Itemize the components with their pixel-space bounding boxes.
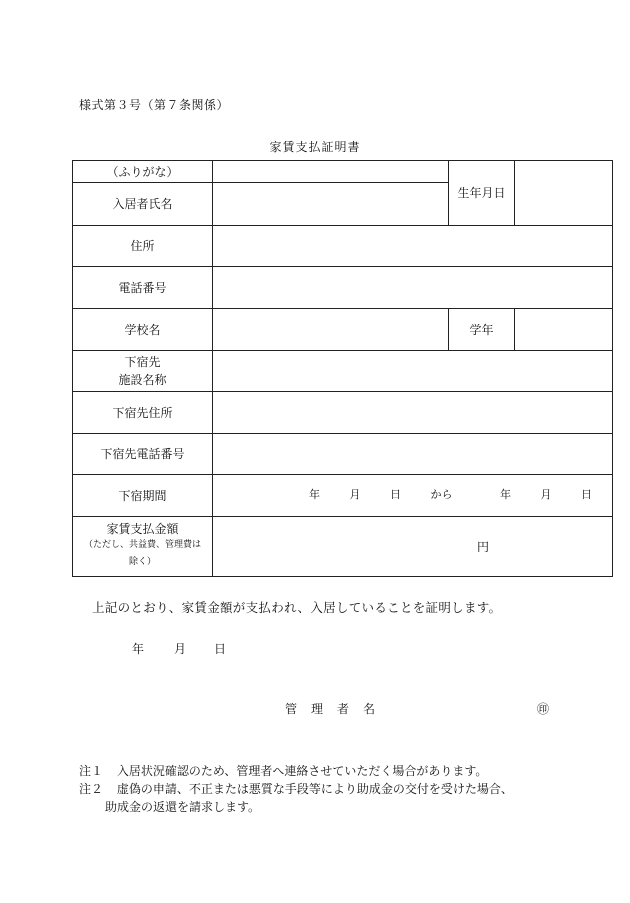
manager-char-3: 者 [337, 702, 350, 716]
period-month-start: 月 [349, 488, 361, 502]
rent-label-note-line1: （ただし、共益費、管理費は [83, 540, 201, 551]
rent-label-note-line2: 除く） [128, 557, 156, 568]
yen-unit: 円 [477, 539, 490, 554]
manager-char-2: 理 [311, 702, 324, 716]
note-1 [79, 762, 487, 780]
lodging-period-field[interactable] [213, 475, 613, 517]
birthdate-label: 生年月日 [449, 161, 515, 226]
phone-field[interactable] [213, 267, 613, 309]
date-day: 日 [214, 642, 227, 656]
period-month-end: 月 [540, 488, 552, 502]
form-number: 様式第３号（第７条関係） [79, 98, 230, 112]
note-2-continued [105, 798, 260, 816]
period-year-start: 年 [309, 488, 320, 502]
certificate-table [72, 160, 613, 577]
rent-label [73, 517, 213, 577]
lodging-name-label [73, 351, 213, 392]
address-label: 住所 [73, 226, 213, 267]
document-title: 家賃支払証明書 [269, 140, 361, 154]
furigana-label: （ふりがな） [73, 161, 213, 183]
date-year: 年 [132, 642, 145, 656]
date-month: 月 [174, 642, 187, 656]
lodging-name-field[interactable] [213, 351, 613, 392]
rent-label-title: 家賃支払金額 [106, 521, 179, 536]
lodging-name-label-line1: 下宿先 [124, 355, 161, 369]
period-from: から [430, 488, 453, 502]
period-day-start: 日 [390, 488, 401, 502]
lodging-period-label: 下宿期間 [73, 475, 213, 517]
birthdate-field[interactable] [515, 161, 613, 226]
resident-name-label: 入居者氏名 [73, 183, 213, 226]
note-2-label: 注２ [79, 782, 104, 796]
period-year-end: 年 [500, 488, 511, 502]
lodging-address-label: 下宿先住所 [73, 392, 213, 434]
seal-mark: ㊞ [537, 702, 550, 716]
lodging-phone-label: 下宿先電話番号 [73, 434, 213, 475]
certification-statement: 上記のとおり、家賃金額が支払われ、入居していることを証明します。 [92, 600, 502, 615]
lodging-address-field[interactable] [213, 392, 613, 434]
note-2-text-line1: 虚偽の申請、不正または悪質な手段等により助成金の交付を受けた場合、 [116, 782, 513, 796]
resident-name-field[interactable] [213, 183, 449, 226]
grade-field[interactable] [515, 309, 613, 351]
grade-label: 学年 [449, 309, 515, 351]
manager-char-1: 管 [285, 702, 298, 716]
note-1-text: 入居状況確認のため、管理者へ連絡させていただく場合があります。 [116, 764, 488, 778]
note-1-label: 注１ [79, 764, 104, 778]
lodging-name-label-line2: 施設名称 [118, 373, 167, 387]
furigana-field[interactable] [213, 161, 449, 183]
school-field[interactable] [213, 309, 449, 351]
manager-char-4: 名 [363, 702, 376, 716]
phone-label: 電話番号 [73, 267, 213, 309]
rent-amount-field[interactable] [213, 517, 613, 577]
address-field[interactable] [213, 226, 613, 267]
period-day-end: 日 [581, 488, 592, 502]
school-label: 学校名 [73, 309, 213, 351]
note-2-text-line2: 助成金の返還を請求します。 [105, 800, 261, 814]
lodging-phone-field[interactable] [213, 434, 613, 475]
note-2 [79, 780, 513, 798]
